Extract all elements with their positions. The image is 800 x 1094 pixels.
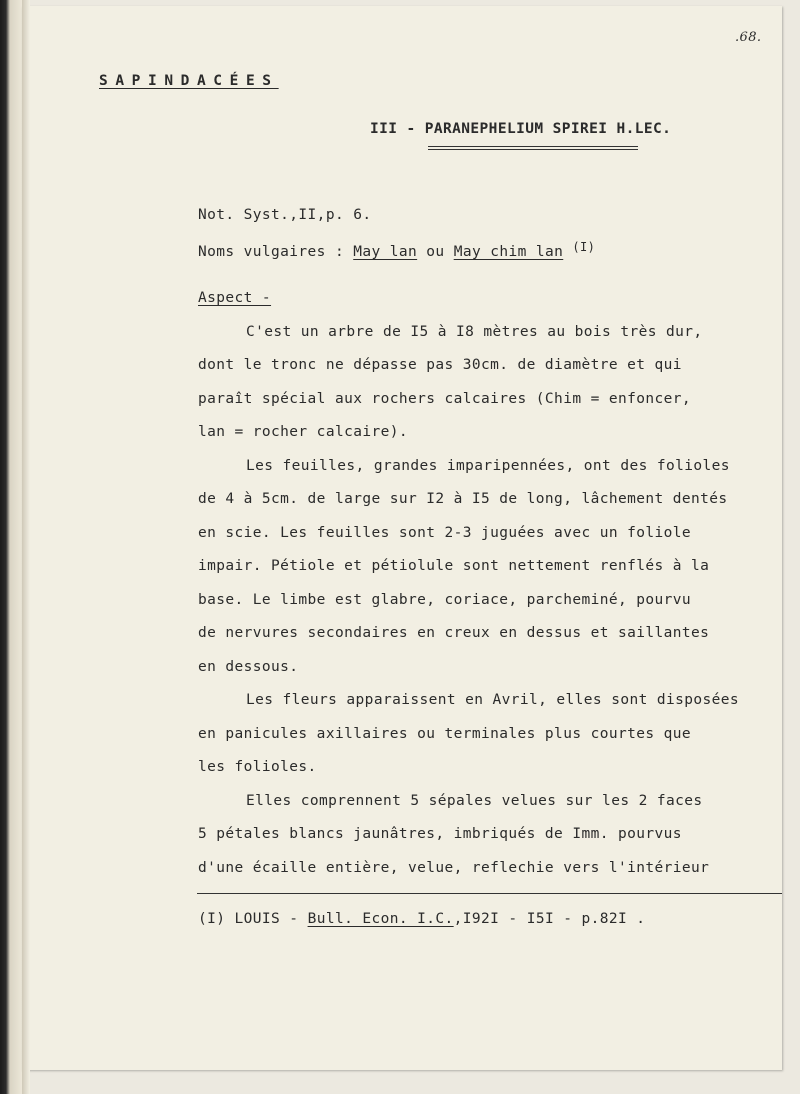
page-edge-shadow [22, 0, 30, 1094]
body-line: C'est un arbre de I5 à I8 mètres au bois très dur, [246, 324, 703, 340]
footnote-author: (I) LOUIS - [198, 911, 299, 927]
reference-line: Not. Syst.,II,p. 6. [198, 207, 372, 223]
genus-double-underline [428, 146, 638, 150]
body-line: Les fleurs apparaissent en Avril, elles sont disposées [246, 692, 740, 708]
family-heading [99, 73, 279, 89]
body-line: 5 pétales blancs jaunâtres, imbriqués de Imm. pourvus [198, 826, 682, 842]
body-line: impair. Pétiole et pétiolule sont nettement renflés à la [198, 558, 710, 574]
body-line: en scie. Les feuilles sont 2-3 juguées avec un foliole [198, 525, 692, 541]
body-line: dont le tronc ne dépasse pas 30cm. de diamètre et qui [198, 357, 682, 373]
body-line: de 4 à 5cm. de large sur I2 à I5 de long, lâchement dentés [198, 491, 728, 507]
common-names-label: Noms vulgaires : [198, 244, 345, 260]
common-names-joiner: ou [426, 244, 445, 260]
footnote-details: ,I92I - I5I - p.82I . [453, 911, 646, 927]
footnote-reference: (I) [572, 240, 596, 254]
common-name-1: May lan [353, 244, 418, 260]
genus-heading: III - PARANEPHELIUM SPIREI H.LEC. [370, 121, 672, 137]
footnote-source: Bull. Econ. I.C. [307, 911, 454, 927]
body-line: d'une écaille entière, velue, reflechie vers l'intérieur [198, 860, 710, 876]
body-line: les folioles. [198, 759, 317, 775]
binder-edge [0, 0, 22, 1094]
body-line: Elles comprennent 5 sépales velues sur les 2 faces [246, 793, 703, 809]
footnote-separator [197, 893, 782, 894]
body-line: de nervures secondaires en creux en dessus et saillantes [198, 625, 710, 641]
footnote [198, 911, 645, 927]
body-line: lan = rocher calcaire). [198, 424, 408, 440]
common-name-2: May chim lan [453, 244, 564, 260]
body-line: en dessous. [198, 659, 299, 675]
page-number: .68. [735, 30, 762, 45]
family-name: SAPINDACÉES [99, 73, 279, 89]
body-line: paraît spécial aux rochers calcaires (Chim = enfoncer, [198, 391, 692, 407]
body-line: base. Le limbe est glabre, coriace, parcheminé, pourvu [198, 592, 692, 608]
section-title-aspect: Aspect - [198, 290, 272, 306]
body-line: en panicules axillaires ou terminales plus courtes que [198, 726, 692, 742]
common-names-line [198, 240, 595, 260]
body-line: Les feuilles, grandes imparipennées, ont des folioles [246, 458, 730, 474]
